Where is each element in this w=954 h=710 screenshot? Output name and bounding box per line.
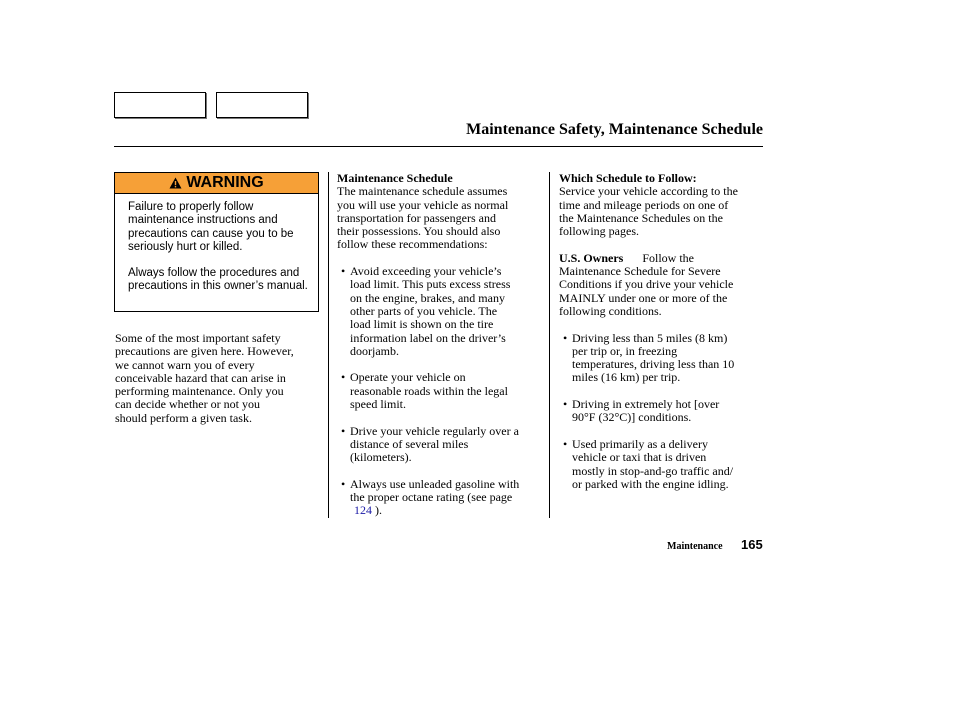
- text-line: MAINLY under one or more of the: [559, 290, 728, 305]
- text-line: time and mileage periods on one of: [559, 197, 729, 212]
- text-line: other parts of you vehicle. The: [350, 303, 498, 318]
- text-line: Conditions if you drive your vehicle: [559, 277, 734, 292]
- text-line: you will use your vehicle as normal: [337, 197, 509, 212]
- nav-button-next[interactable]: [216, 92, 308, 118]
- list-item: • Always use unleaded gasoline with the proper octane rating (see page 124 ).: [337, 478, 543, 518]
- section-heading: Maintenance Schedule: [337, 171, 453, 185]
- us-owners-lead: Follow the: [642, 250, 695, 265]
- text-line: load limit. This puts excess stress: [350, 277, 511, 292]
- text-line: information label on the driver’s: [350, 330, 506, 345]
- list-item: • Driving less than 5 miles (8 km) per trip or, in freezing temperatures, driving less than 10 miles (16 km) per trip.: [559, 332, 765, 385]
- text-line: should perform a given task.: [115, 410, 252, 425]
- text-line: reasonable roads within the legal: [350, 383, 508, 398]
- text-line: Driving in extremely hot [over: [572, 397, 720, 412]
- text-line: we cannot warn you of every: [115, 357, 255, 372]
- page-title: Maintenance Safety, Maintenance Schedule: [466, 121, 763, 138]
- warning-header: [115, 173, 318, 194]
- text-line: Service your vehicle according to the: [559, 184, 738, 199]
- text-line: the proper octane rating (see page: [350, 490, 513, 505]
- text-line: Always use unleaded gasoline with: [350, 476, 520, 491]
- text-line: conceivable hazard that can arise in: [115, 370, 286, 385]
- text-line: can decide whether or not you: [115, 397, 260, 412]
- text-line: precautions are given here. However,: [115, 344, 294, 359]
- text-line: [559, 252, 765, 265]
- text-line: on the engine, brakes, and many: [350, 290, 505, 305]
- safety-intro-text: [115, 332, 325, 425]
- text-line: per trip or, in freezing: [572, 343, 678, 358]
- text-line: speed limit.: [350, 397, 406, 412]
- text-line: the Maintenance Schedules on the: [559, 210, 723, 225]
- text-line: or parked with the engine idling.: [572, 476, 729, 491]
- list-item: • Operate your vehicle on reasonable roads within the legal speed limit.: [337, 371, 543, 411]
- text-line: following pages.: [559, 224, 639, 239]
- text-line: performing maintenance. Only you: [115, 384, 284, 399]
- warning-triangle-icon: [169, 177, 182, 189]
- title-rule: [114, 146, 763, 147]
- warning-box: [114, 172, 319, 312]
- text-line: Driving less than 5 miles (8 km): [572, 330, 728, 345]
- list-item: • Used primarily as a delivery vehicle or taxi that is driven mostly in stop-and-go traffic and/ or parked with the engine idling.: [559, 438, 765, 491]
- text-line: temperatures, driving less than 10: [572, 357, 735, 372]
- text-line: Operate your vehicle on: [350, 370, 466, 385]
- list-item: • Driving in extremely hot [over 90°F (32°C)] conditions.: [559, 398, 765, 425]
- nav-button-previous[interactable]: [114, 92, 206, 118]
- text-line: distance of several miles: [350, 436, 469, 451]
- section-heading: Which Schedule to Follow:: [559, 171, 697, 185]
- text-line: doorjamb.: [350, 343, 399, 358]
- text-line: vehicle or taxi that is driven: [572, 450, 707, 465]
- text-line: following conditions.: [559, 303, 662, 318]
- link-suffix: ).: [372, 503, 382, 518]
- text-line: Drive your vehicle regularly over a: [350, 423, 519, 438]
- text-line: follow these recommendations:: [337, 237, 488, 252]
- text-line: 90°F (32°C)] conditions.: [572, 410, 692, 425]
- text-line: Some of the most important safety: [115, 331, 281, 345]
- page-124-link[interactable]: 124: [354, 503, 372, 518]
- maintenance-schedule-section: [337, 172, 543, 518]
- text-line: their possessions. You should also: [337, 224, 501, 239]
- warning-label: WARNING: [186, 174, 264, 191]
- text-line: The maintenance schedule assumes: [337, 184, 508, 199]
- text-line: (kilometers).: [350, 450, 412, 465]
- text-line: Used primarily as a delivery: [572, 436, 708, 451]
- list-item: • Drive your vehicle regularly over a distance of several miles (kilometers).: [337, 425, 543, 465]
- text-line: mostly in stop-and-go traffic and/: [572, 463, 734, 478]
- which-schedule-section: [559, 172, 765, 491]
- page-number: 165: [741, 537, 763, 552]
- column-divider-2: [549, 172, 550, 518]
- us-owners-label: U.S. Owners: [559, 250, 624, 265]
- text-line: miles (16 km) per trip.: [572, 370, 681, 385]
- section-label: Maintenance: [667, 541, 723, 552]
- warning-paragraph: Failure to properly follow maintenance instructions and precautions can cause you to be seriously hurt or killed.: [128, 201, 294, 253]
- text-line: Maintenance Schedule for Severe: [559, 264, 721, 279]
- text-line: transportation for passengers and: [337, 210, 496, 225]
- text-line: Avoid exceeding your vehicle’s: [350, 264, 502, 279]
- text-line: load limit is shown on the tire: [350, 317, 494, 332]
- list-item: • Avoid exceeding your vehicle’s load limit. This puts excess stress on the engine, brakes, and many other parts of you vehicle. The load limit is shown on the tire information label on the driver’s doorjamb.: [337, 265, 543, 358]
- text-line: [350, 504, 543, 517]
- warning-paragraph: Always follow the procedures and precautions in this owner’s manual.: [128, 267, 308, 293]
- column-divider-1: [328, 172, 329, 518]
